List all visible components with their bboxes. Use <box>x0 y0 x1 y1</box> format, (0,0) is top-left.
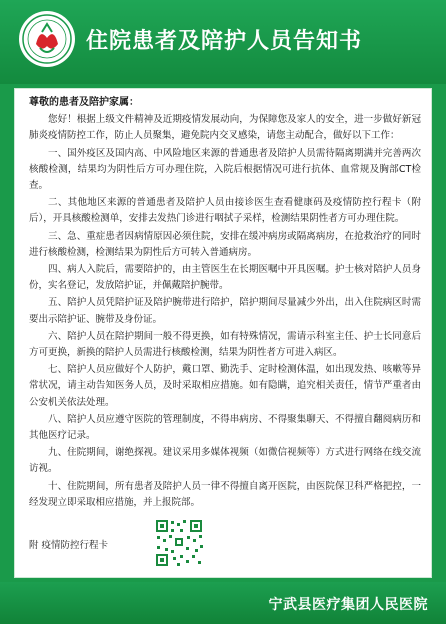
notice-item: 四、病人入院后，需要陪护的，由主管医生在长期医嘱中开具医嘱。护士核对陪护人员身份，实名登记，发放陪护证，并佩戴陪护腕带。 <box>29 264 421 292</box>
notice-item: 七、陪护人员应做好个人防护，戴口罩、勤洗手、定时检测体温，如出现发热、咳嗽等异常状况，请主动告知医务人员，及时采取相应措施。如有隐瞒，追究相关责任，情节严重者由公安机关依法处理。 <box>29 364 421 408</box>
greeting: 尊敬的患者及陪护家属： <box>29 97 139 108</box>
hospital-logo-icon <box>18 10 76 68</box>
footer-banner <box>0 582 446 624</box>
notice-item: 五、陪护人员凭陪护证及陪护腕带进行陪护，陪护期间尽量减少外出，出入住院病区时需要出示陪护证、腕带及身份证。 <box>29 297 421 325</box>
notice-body <box>14 88 432 578</box>
notice-item: 二、其他地区来源的普通患者及陪护人员由接诊医生查看健康码及疫情防控行程卡（附后），开具核酸检测单，安排去发热门诊进行咽拭子采样，检测结果阴性者方可办理住院。 <box>29 197 421 225</box>
notice-item: 三、急、重症患者因病情原因必须住院，安排在缓冲病房或隔离病房，在抢救治疗的同时进行核酸检测，检测结果为阴性后方可转入普通病房。 <box>29 230 421 258</box>
page-title: 住院患者及陪护人员告知书 <box>86 29 363 54</box>
intro-paragraph: 您好！根据上级文件精神及近期疫情发展动向，为保障您及家人的安全，进一步做好新冠肺炎疫情防控工作，防止人员聚集，避免院内交叉感染，请您主动配合，做好以下工作： <box>29 114 421 142</box>
attachment-label: 附 疫情防控行程卡 <box>29 540 109 551</box>
notice-content <box>29 95 421 511</box>
notice-item: 八、陪护人员应遵守医院的管理制度，不得串病房、不得聚集聊天、不得擅自翻阅病历和其他医疗记录。 <box>29 413 421 442</box>
notice-item: 六、陪护人员在陪护期间一般不得更换，如有特殊情况，需请示科室主任、护士长同意后方可更换，新换的陪护人员需进行核酸检测，结果为阴性者方可进入病区。 <box>29 330 421 359</box>
notice-item: 十、住院期间，所有患者及陪护人员一律不得擅自离开医院，由医院保卫科严格把控，一经发现立即采取相应措施，并上报院部。 <box>29 480 421 508</box>
hospital-name: 宁武县医疗集团人民医院 <box>268 597 428 613</box>
qr-code-icon[interactable] <box>153 517 205 569</box>
notice-item: 九、住院期间，谢绝探视。建议采用多媒体视频（如微信视频等）方式进行网络在线交流访视。 <box>29 447 421 475</box>
notice-item: 一、国外疫区及国内高、中风险地区来源的普通患者及陪护人员需待隔离期满并完善两次核酸检测，结果均为阴性后方可办理住院，入院后根据情况可进行抗体、血常规及胸部CT检查。 <box>29 147 421 192</box>
header-banner <box>0 0 446 84</box>
